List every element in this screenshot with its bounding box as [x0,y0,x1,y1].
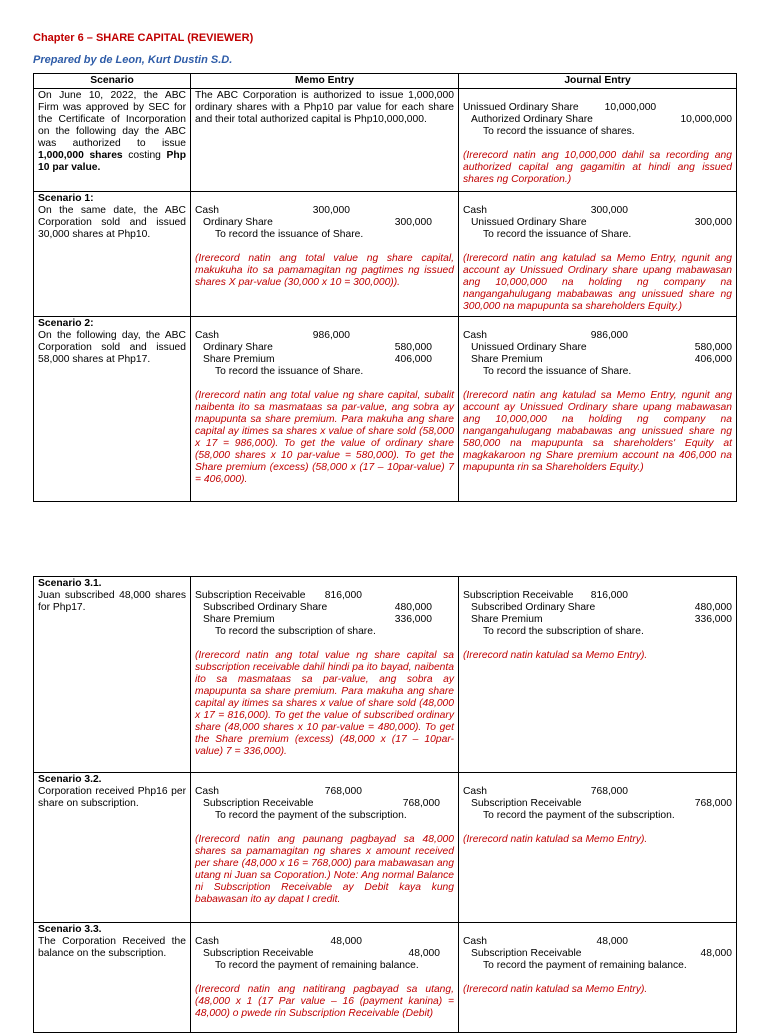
scenario-text: On June 10, 2022, the ABC Firm was approved by SEC for the Certificate of Incorporation on the following day the ABC was authorized to issue [38,90,186,149]
debit-amount: 986,000 [312,330,350,341]
credit-account: Authorized Ordinary Share [471,114,593,125]
entry-explanation: To record the issuance of Share. [215,229,364,240]
debit-line [463,102,732,114]
credit-amount: 406,000 [394,354,432,365]
debit-amount: 768,000 [324,786,362,797]
scenario-cell [34,317,191,502]
credit-account: Subscription Receivable [203,798,314,809]
table-row-scenario-1 [34,192,737,317]
entry-note: (Irerecord natin ang paunang pagbayad sa 48,000 shares sa pamamagitan ng shares x amount received per share (48,000 x 16 = 768,000) para mabawasan ang utang ni Juan sa Coporation.) Note: Ang normal Balance ni Subscription Receivable ay Debit kaya kung babawasan ito ay dapat I credit. [195,834,454,905]
debit-line [195,205,454,217]
column-header-memo: Memo Entry [191,74,459,89]
credit-line-2 [195,614,454,626]
credit-amount: 48,000 [700,948,732,959]
author-line: Prepared by de Leon, Kurt Dustin S.D. [33,54,233,66]
scenario-text: On the same date, the ABC Corporation sold and issued 30,000 shares at Php10. [38,205,186,240]
entry-note: (Irerecord natin katulad sa Memo Entry). [463,984,648,995]
journal-cell [459,923,737,1033]
credit-line-1 [463,602,732,614]
credit-line-2 [195,354,454,366]
debit-amount: 986,000 [590,330,628,341]
memo-cell [191,773,459,923]
credit-line [195,798,454,810]
credit-amount: 10,000,000 [680,114,732,125]
credit-account: Subscription Receivable [203,948,314,959]
entry-explanation: To record the issuance of Share. [215,366,364,377]
journal-cell [459,577,737,773]
table-row-intro [34,89,737,192]
entry-note: (Irerecord natin ang 10,000,000 dahil sa recording ang authorized capital ang gagamitin at hindi ang issued shares ng Corporation.) [463,150,732,185]
credit-amount: 300,000 [694,217,732,228]
debit-account: Cash [463,936,488,947]
debit-amount: 300,000 [590,205,628,216]
entry-note: (Irerecord natin ang total value ng share capital sa subscription receivable dahil hindi pa ito bayad, naibenta ito sa masmataas sa par-value, ang sobra ay mapupunta sa share premium. Para makuha ang share capital ay itimes sa shares x value of share sold (48,000 x 17 = 816,000). To get the value of subscribed ordinary share (48,000 shares x 10 par-value = 480,000). To get the Share premium (excess) (48,000 x (17 – 10par-value) 7 = 336,000). [195,650,454,757]
debit-amount: 816,000 [590,590,628,601]
debit-amount: 10,000,000 [604,102,657,113]
debit-account: Cash [195,205,220,216]
credit-line-2 [463,354,732,366]
journal-cell [459,192,737,317]
credit-account: Ordinary Share [203,217,273,228]
credit-line [463,217,732,229]
memo-text: The ABC Corporation is authorized to issue 1,000,000 ordinary shares with a Php10 par value for each share and their total authorized capital is Php10,000,000. [195,90,454,125]
debit-line [195,786,454,798]
debit-account: Unissued Ordinary Share [463,102,579,113]
debit-amount: 48,000 [596,936,628,947]
credit-account: Subscribed Ordinary Share [471,602,596,613]
credit-amount: 580,000 [694,342,732,353]
credit-line [463,114,732,126]
credit-amount: 580,000 [394,342,432,353]
table-row-scenario-3-1 [34,577,737,773]
credit-line [463,798,732,810]
entry-explanation: To record the issuance of shares. [483,126,635,137]
debit-line [195,330,454,342]
table-header-row [34,74,737,89]
entry-explanation: To record the payment of the subscription. [483,810,675,821]
debit-account: Cash [195,936,220,947]
credit-amount: 480,000 [394,602,432,613]
debit-line [463,936,732,948]
scenario-cell [34,89,191,192]
scenario-text: Juan subscribed 48,000 shares for Php17. [38,590,186,613]
scenario-title: Scenario 3.2. [38,774,102,785]
entry-note: (Irerecord natin ang katulad sa Memo Entry, ngunit ang account ay Unissued Ordinary share upang mabawasan ang 10,000,000 na holding ng company na nangangahulugang mababawas ang unissued share ng 300,000 na mapupunta sa shareholders Equity.) [463,253,732,312]
debit-line [463,205,732,217]
credit-line-1 [195,602,454,614]
debit-line [195,590,454,602]
debit-account: Cash [195,330,220,341]
page-title: Chapter 6 – SHARE CAPITAL (REVIEWER) [33,32,254,44]
scenario-title: Scenario 2: [38,318,94,329]
entry-note: (Irerecord natin katulad sa Memo Entry). [463,650,648,661]
scenario-text: costing [122,150,167,161]
debit-account: Cash [463,786,488,797]
entry-note: (Irerecord natin katulad sa Memo Entry). [463,834,648,845]
debit-account: Cash [463,205,488,216]
debit-amount: 768,000 [590,786,628,797]
credit-line-2 [463,614,732,626]
credit-line [195,217,454,229]
table-row-scenario-3-3 [34,923,737,1033]
credit-amount: 300,000 [394,217,432,228]
scenario-title: Scenario 3.3. [38,924,102,935]
debit-line [195,936,454,948]
scenario-cell [34,923,191,1033]
column-header-scenario: Scenario [34,74,191,89]
credit-account: Ordinary Share [203,342,273,353]
credit-line [463,948,732,960]
entry-note: (Irerecord natin ang total value ng share capital, makukuha ito sa pamamagitan ng pagtimes ng issued shares X par-value (30,000 x 10 = 300,000)). [195,253,454,288]
credit-account: Share Premium [203,614,275,625]
credit-account: Share Premium [471,354,543,365]
scenario-title: Scenario 1: [38,193,94,204]
memo-cell [191,317,459,502]
entry-note: (Irerecord natin ang total value ng share capital, subalit naibenta ito sa masmataas sa par-value, ang sobra ay mapupunta sa share premium. Para makuha ang share capital ay itimes sa shares x value of share sold (58,000 x 17 = 986,000). To get the value of ordinary share (58,000 shares x 10 par-value = 580,000). To get the Share premium (excess) (58,000 x (17 – 10par-value) 7 = 406,000). [195,390,454,485]
table-row-scenario-3-2 [34,773,737,923]
entry-explanation: To record the subscription of share. [215,626,376,637]
credit-line-1 [195,342,454,354]
debit-amount: 300,000 [312,205,350,216]
credit-account: Subscription Receivable [471,948,582,959]
scenario-bold-par: Php 10 par value. [38,150,186,173]
entry-note: (Irerecord natin ang katulad sa Memo Entry, ngunit ang account ay Unissued Ordinary share upang mabawasan ang 10,000,000 na holding ng company na nangangahulugang mababawas ang unissued share ng 580,000 na mapupunta sa shareholders' Equity at magkakaroon ng Share premium account na 406,000 na mapupunta rin sa Shareholders Equity.) [463,390,732,473]
credit-account: Subscribed Ordinary Share [203,602,328,613]
debit-amount: 816,000 [324,590,362,601]
debit-account: Subscription Receivable [463,590,574,601]
credit-account: Unissued Ordinary Share [471,217,587,228]
debit-account: Subscription Receivable [195,590,306,601]
scenario-text: The Corporation Received the balance on the subscription. [38,936,186,959]
entry-explanation: To record the payment of remaining balance. [483,960,687,971]
credit-amount: 336,000 [394,614,432,625]
credit-line-1 [463,342,732,354]
credit-amount: 48,000 [408,948,440,959]
journal-cell [459,773,737,923]
debit-line [463,786,732,798]
scenario-cell [34,577,191,773]
credit-line [195,948,454,960]
scenario-bold-shares: 1,000,000 shares [38,150,123,161]
scenario-title: Scenario 3.1. [38,578,102,589]
debit-line [463,330,732,342]
credit-account: Unissued Ordinary Share [471,342,587,353]
credit-amount: 406,000 [694,354,732,365]
credit-account: Subscription Receivable [471,798,582,809]
scenario-text: Corporation received Php16 per share on subscription. [38,786,186,809]
entry-explanation: To record the payment of the subscription. [215,810,407,821]
journal-cell [459,89,737,192]
column-header-journal: Journal Entry [459,74,737,89]
entry-note: (Irerecord natin ang natitirang pagbayad sa utang, (48,000 x 1 (17 Par value – 16 (payment kanina) = 48,000) o pwede rin Subscription Receivable (Debit) [195,984,454,1019]
memo-cell [191,923,459,1033]
credit-amount: 768,000 [402,798,440,809]
share-capital-table-1 [33,73,737,502]
debit-account: Cash [463,330,488,341]
table-row-scenario-2 [34,317,737,502]
debit-line [463,590,732,602]
debit-amount: 48,000 [330,936,362,947]
entry-explanation: To record the issuance of Share. [483,229,632,240]
entry-explanation: To record the payment of remaining balance. [215,960,419,971]
scenario-text: On the following day, the ABC Corporation sold and issued 58,000 shares at Php17. [38,330,186,365]
scenario-cell [34,192,191,317]
memo-cell [191,89,459,192]
scenario-cell [34,773,191,923]
credit-account: Share Premium [203,354,275,365]
debit-account: Cash [195,786,220,797]
entry-explanation: To record the issuance of Share. [483,366,632,377]
credit-amount: 480,000 [694,602,732,613]
memo-cell [191,192,459,317]
journal-cell [459,317,737,502]
entry-explanation: To record the subscription of share. [483,626,644,637]
credit-amount: 768,000 [694,798,732,809]
credit-account: Share Premium [471,614,543,625]
memo-cell [191,577,459,773]
share-capital-table-2 [33,576,737,1033]
credit-amount: 336,000 [694,614,732,625]
